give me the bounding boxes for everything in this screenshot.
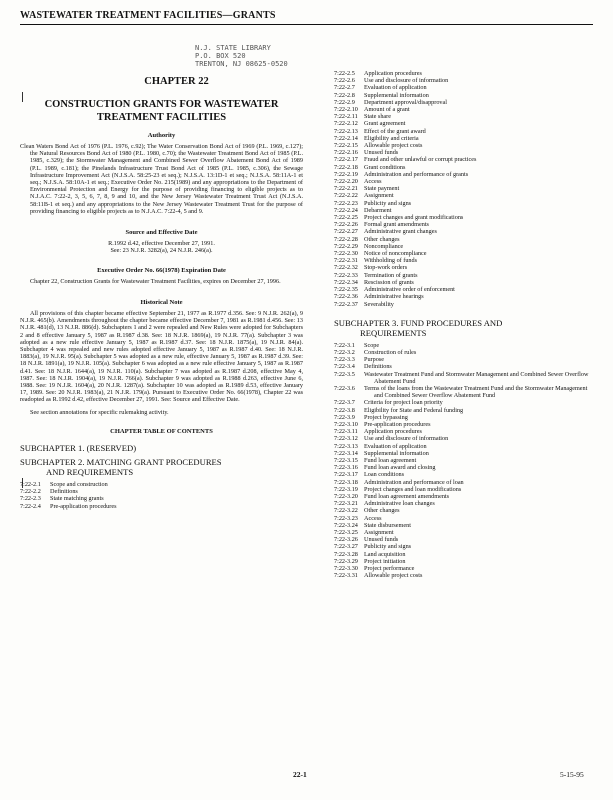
toc-entry-number: 7:22-3.3 <box>334 356 355 364</box>
toc-entry <box>334 128 596 135</box>
toc-entry <box>20 481 303 488</box>
toc-entry-number: 7:22-2.10 <box>334 106 358 114</box>
toc-entry <box>334 457 596 464</box>
toc-entry-number: 7:22-2.31 <box>334 257 358 265</box>
toc-entry-number: 7:22-2.5 <box>334 70 355 77</box>
historical-see-also: See section annotations for specific rulemaking activity. <box>30 408 169 416</box>
exec-order-text: Chapter 22, Construction Grants for Wastewater Treatment Facilities, expires on December 27, 1996. <box>30 277 281 285</box>
header-rule <box>20 24 593 25</box>
toc-entry <box>334 421 596 428</box>
historical-text: All provisions of this chapter became effective September 21, 1977 as R.1977 d.356. See: 9 N.J.R. 262(a), 9 N.J.R. 465(b). Amendments throughout the chapter became effective December 7, 1981 as R.1981 d.456. See: 13 N.J.R. 481(d), 13 N.J.R. 886(d). Subchapters 1 and 2 were repealed and New Rules were adopted for Subchapters 2 and 8 effective January 5, 1987 as R.1987 d.38. See: 18 N.J.R. 1869(a), 19 N.J.R. 77(a). Subchapter 3 was adopted as a new rule effective January 5, 1987 as R.1987 d.37. See: 18 N.J.R. 1875(a), 19 N.J.R. 84(a). Subchapter 4 was repealed and new rules adopted effective January 5, 1987 as R.1987 d.40. See: 18 N.J.R. 1883(a), 19 N.J.R. 95(a). Subchapter 5 was adopted as a new rule, effective January 5, 1987 as R.1987 d.39. See: 18 N.J.R. 1891(a), 19 N.J.R. 105(a). Subchapter 6 was adopted as a new rule effective January 5, 1987 as R.1987 d.41. See: 18 N.J.R. 1644(a), 19 N.J.R. 110(a). Subchapter 7 was adopted as R.1987 d.208, effective May 4, 1987. See: 18 N.J.R. 1904(a), 19 N.J.R. 766(a). Subchapter 9 was adopted as R.1988 d.263, effective June 6, 1988. See: 19 N.J.R. 1604(a), 20 N.J.R. 1287(a). Subchapter 10 was adopted as R.1989 d.53, effective January 17, 1989. See: 20 N.J.R. 1983(a), 21 N.J.R. 179(a). Pursuant to Executive Order No. 66(1978), Chapter 22 was readopted as R.1992 d.42, effective December 27, 1991. See: Source and Effective Date. <box>20 310 303 404</box>
toc-entry-label: Use and disclosure of information <box>364 435 449 443</box>
toc-entry <box>334 171 596 178</box>
subchapter-3-title-line-1: SUBCHAPTER 3. FUND PROCEDURES AND <box>334 317 503 328</box>
toc-entry-label: Assignment <box>364 192 394 200</box>
toc-entry-label: Pre-application procedures <box>50 502 117 510</box>
toc-entry <box>334 464 596 471</box>
toc-entry <box>334 250 596 257</box>
toc-entry <box>334 228 596 235</box>
toc-entry <box>334 399 596 406</box>
toc-entry <box>334 407 596 414</box>
toc-entry-number: 7:22-2.13 <box>334 127 358 135</box>
toc-entry <box>334 149 596 156</box>
toc-entry <box>334 279 596 286</box>
left-column <box>20 60 303 510</box>
toc-entry-label: Project bypassing <box>364 413 408 421</box>
toc-entry-label: Eligibility for State and Federal funding <box>364 406 464 414</box>
toc-entry <box>334 200 596 207</box>
toc-entry-number: 7:22-3.8 <box>334 406 355 414</box>
toc-entry <box>334 77 596 84</box>
toc-entry <box>334 529 596 536</box>
toc-entry <box>334 84 596 91</box>
toc-entry-label: Scope <box>364 341 380 349</box>
toc-entry <box>334 113 596 120</box>
toc-entry-label: Administration and performance of grants <box>364 170 469 178</box>
toc-entry <box>334 565 596 572</box>
toc-entry-label: Administration and performance of loan <box>364 478 464 486</box>
toc-entry-number: 7:22-2.37 <box>334 300 358 308</box>
toc-entry-number: 7:22-3.20 <box>334 492 358 500</box>
toc-entry-label: Construction of rules <box>364 348 417 356</box>
toc-entry <box>334 507 596 514</box>
toc-entry-number: 7:22-2.36 <box>334 293 358 301</box>
chapter-title: CHAPTER 22 <box>144 76 209 87</box>
toc-entry-number: 7:22-2.18 <box>334 163 358 171</box>
toc-entry-number: 7:22-3.9 <box>334 413 355 421</box>
toc-entry <box>334 428 596 435</box>
authority-text: Clean Waters Bond Act of 1976 (P.L. 1976, c.92); The Water Conservation Bond Act of 1969 (P.L. 1969, c.127); the Natural Resources Bond Act of 1980 (P.L. 1980, c.70); the Wastewater Treatment Bond Act of 1985 (P.L. 1985, c.329); the Stormwater Management and Combined Sewer Overflow Abatement Bond Act of 1989 (P.L. 1989, c.181); the Pinelands Infrastructure Trust Bond Act of 1985 (P.L. 1985, c.306), the Sewage Infrastructure Improvement Act (N.J.S.A. 58:25-23 et seq.); N.J.S.A. 13:1D-1 et seq.; N.J.S.A. 58:11A-1 et seq.; N.J.S.A. 58:10A-1 et seq.; Executive Order No. 215(1989) and any appropriations to the Department of Environmental Protection and Energy for the purpose of providing financing to eligible projects as to N.J.A.C. 7:22-2, 3, 5, 6, 7, 8, 9 and 10, and the New Jersey Wastewater Treatment Trust Act (N.J.S.A. 58:11B-1 et seq.) and any appropriations to the New Jersey Wastewater Treatment Trust for the purpose of providing financing to eligible projects as to N.J.A.C. 7:22-4, 5 and 9. <box>20 143 303 215</box>
subchapter-2-toc-right <box>334 70 596 308</box>
toc-entry-number: 7:22-2.29 <box>334 242 358 250</box>
toc-entry-number: 7:22-2.11 <box>334 113 358 121</box>
toc-entry-number: 7:22-3.7 <box>334 399 355 407</box>
toc-entry <box>334 371 596 385</box>
toc-entry-number: 7:22-3.5 <box>334 370 355 378</box>
toc-entry-number: 7:22-3.1 <box>334 341 355 349</box>
toc-entry <box>334 99 596 106</box>
historical-heading: Historical Note <box>140 299 183 307</box>
toc-entry-label: Administrative hearings <box>364 293 424 301</box>
chapter-subtitle-line-2: TREATMENT FACILITIES <box>96 112 227 123</box>
revision-date: 5-15-95 <box>560 770 584 779</box>
toc-entry <box>334 342 596 349</box>
toc-entry-number: 7:22-3.2 <box>334 348 355 356</box>
toc-entry-number: 7:22-3.19 <box>334 485 358 493</box>
toc-entry-label: State matching grants <box>50 495 104 503</box>
toc-entry-number: 7:22-2.24 <box>334 206 358 214</box>
toc-entry <box>334 450 596 457</box>
toc-entry-number: 7:22-2.14 <box>334 134 358 142</box>
subchapter-2-title <box>20 457 303 477</box>
toc-entry <box>334 142 596 149</box>
toc-entry-label: Unused funds <box>364 149 399 157</box>
chapter-subtitle-line-1: CONSTRUCTION GRANTS FOR WASTEWATER <box>44 99 279 110</box>
toc-entry-label: Grant agreement <box>364 120 406 128</box>
toc-entry-number: 7:22-2.7 <box>334 84 355 92</box>
right-column <box>334 70 596 579</box>
toc-heading: CHAPTER TABLE OF CONTENTS <box>110 427 213 435</box>
exec-order-heading: Executive Order No. 66(1978) Expiration Date <box>97 266 226 274</box>
toc-entry <box>334 178 596 185</box>
toc-entry-label: Severability <box>364 300 394 308</box>
toc-entry-number: 7:22-3.11 <box>334 428 358 436</box>
running-head: WASTEWATER TREATMENT FACILITIES—GRANTS <box>20 10 276 21</box>
toc-entry-label: Administrative loan changes <box>364 500 435 508</box>
toc-entry-label: Other changes <box>364 235 400 243</box>
toc-entry-number: 7:22-3.14 <box>334 449 358 457</box>
toc-entry <box>334 493 596 500</box>
toc-entry-number: 7:22-3.25 <box>334 528 358 536</box>
toc-entry <box>334 558 596 565</box>
toc-entry <box>334 70 596 77</box>
toc-entry <box>334 293 596 300</box>
toc-entry-label: Project performance <box>364 565 415 572</box>
toc-entry-number: 7:22-2.4 <box>20 502 41 510</box>
toc-entry <box>334 106 596 113</box>
toc-entry <box>334 435 596 442</box>
toc-entry <box>334 356 596 363</box>
toc-entry-label: Noncompliance <box>364 242 404 250</box>
toc-entry-number: 7:22-2.28 <box>334 235 358 243</box>
toc-entry-label: Application procedures <box>364 70 422 77</box>
toc-entry-number: 7:22-3.17 <box>334 471 358 479</box>
toc-entry-number: 7:22-2.35 <box>334 286 358 294</box>
toc-entry-number: 7:22-2.34 <box>334 278 358 286</box>
toc-entry <box>20 503 303 510</box>
toc-entry-number: 7:22-2.15 <box>334 142 358 150</box>
toc-entry-number: 7:22-2.22 <box>334 192 358 200</box>
toc-entry-label: Fraud and other unlawful or corrupt practices <box>364 156 477 164</box>
toc-entry-label: Definitions <box>50 488 78 496</box>
toc-entry-label: Effect of the grant award <box>364 127 426 135</box>
toc-entry-label: Administrative grant changes <box>364 228 437 236</box>
subchapter-2-title-line-2: AND REQUIREMENTS <box>46 466 134 477</box>
toc-entry-label: Allowable project costs <box>364 572 423 580</box>
toc-entry-label: Publicity and signs <box>364 199 412 207</box>
toc-entry <box>334 543 596 550</box>
toc-entry-label: Wastewater Treatment Fund and Stormwater Management and Combined Sewer Overflow Abatement Fund <box>364 370 589 385</box>
subchapter-3-title <box>334 318 596 338</box>
toc-entry <box>334 120 596 127</box>
toc-entry-label: Use and disclosure of information <box>364 77 449 85</box>
toc-entry-label: Scope and construction <box>50 480 108 488</box>
source-heading: Source and Effective Date <box>125 229 198 237</box>
toc-entry <box>334 92 596 99</box>
toc-entry-label: State share <box>364 113 391 121</box>
toc-entry-number: 7:22-3.28 <box>334 550 358 558</box>
toc-entry-number: 7:22-2.19 <box>334 170 358 178</box>
toc-entry-number: 7:22-3.30 <box>334 565 358 572</box>
toc-entry-number: 7:22-3.18 <box>334 478 358 486</box>
toc-entry-number: 7:22-2.16 <box>334 149 358 157</box>
toc-entry <box>20 488 303 495</box>
toc-entry <box>334 214 596 221</box>
toc-entry-label: Grant conditions <box>364 163 406 171</box>
toc-entry-label: Application procedures <box>364 428 422 436</box>
toc-entry-number: 7:22-2.3 <box>20 495 41 503</box>
toc-entry <box>334 192 596 199</box>
toc-entry-label: Purpose <box>364 356 384 364</box>
toc-entry-number: 7:22-3.24 <box>334 521 358 529</box>
toc-entry-label: Publicity and signs <box>364 543 412 551</box>
toc-entry <box>334 385 596 399</box>
toc-entry-label: Eligibility and criteria <box>364 134 419 142</box>
toc-entry-number: 7:22-3.29 <box>334 557 358 565</box>
toc-entry-label: Administrative order of enforcement <box>364 286 455 294</box>
toc-entry <box>334 522 596 529</box>
toc-entry-label: State payment <box>364 185 400 193</box>
toc-entry-number: 7:22-3.31 <box>334 572 358 580</box>
toc-entry <box>334 264 596 271</box>
toc-entry <box>334 236 596 243</box>
toc-entry-label: State disbursement <box>364 521 411 529</box>
subchapter-2-toc-left <box>20 481 303 510</box>
toc-entry-number: 7:22-2.26 <box>334 221 358 229</box>
toc-entry-number: 7:22-2.27 <box>334 228 358 236</box>
toc-entry-number: 7:22-2.9 <box>334 98 355 106</box>
toc-entry <box>334 500 596 507</box>
toc-entry-label: Land acquisition <box>364 550 406 558</box>
toc-entry-label: Pre-application procedures <box>364 420 431 428</box>
toc-entry <box>334 185 596 192</box>
toc-entry-label: Debarment <box>364 206 392 214</box>
toc-entry-number: 7:22-3.13 <box>334 442 358 450</box>
toc-entry-label: Fund loan agreement <box>364 456 417 464</box>
toc-entry-label: Notice of noncompliance <box>364 250 427 258</box>
toc-entry-label: Allowable project costs <box>364 142 423 150</box>
toc-entry-number: 7:22-2.21 <box>334 185 358 193</box>
toc-entry-label: Formal grant amendments <box>364 221 429 229</box>
toc-entry-number: 7:22-3.23 <box>334 514 358 522</box>
toc-entry <box>334 301 596 308</box>
source-line-2: See: 23 N.J.R. 3282(a), 24 N.J.R. 246(a). <box>110 247 213 255</box>
toc-entry <box>334 272 596 279</box>
toc-entry <box>334 243 596 250</box>
toc-entry-number: 7:22-3.27 <box>334 543 358 551</box>
toc-entry-label: Criteria for project loan priority <box>364 399 443 407</box>
subchapter-3-toc <box>334 342 596 580</box>
subchapter-2-title-line-1: SUBCHAPTER 2. MATCHING GRANT PROCEDURES <box>20 456 222 467</box>
toc-entry-number: 7:22-2.2 <box>20 488 41 496</box>
toc-entry <box>334 572 596 579</box>
toc-entry <box>334 286 596 293</box>
toc-entry-label: Loan conditions <box>364 471 405 479</box>
toc-entry <box>334 135 596 142</box>
toc-entry-number: 7:22-2.30 <box>334 250 358 258</box>
toc-entry <box>334 479 596 486</box>
toc-entry-number: 7:22-3.10 <box>334 420 358 428</box>
toc-entry-number: 7:22-2.12 <box>334 120 358 128</box>
toc-entry-label: Project initiation <box>364 557 406 565</box>
toc-entry-label: Supplemental information <box>364 449 429 457</box>
toc-entry-label: Terms of the loans from the Wastewater Treatment Fund and the Stormwater Management and Combined Sewer Overflow Abatement Fund <box>364 384 588 400</box>
toc-entry-label: Definitions <box>364 363 392 371</box>
toc-entry-label: Evaluation of application <box>364 442 427 450</box>
toc-entry <box>334 471 596 478</box>
toc-entry-number: 7:22-3.15 <box>334 456 358 464</box>
toc-entry <box>334 164 596 171</box>
source-line-1: R.1992 d.42, effective December 27, 1991. <box>108 240 215 248</box>
toc-entry-label: Access <box>364 514 382 522</box>
toc-entry-number: 7:22-3.12 <box>334 435 358 443</box>
toc-entry-label: Supplemental information <box>364 91 429 99</box>
toc-entry-number: 7:22-3.22 <box>334 507 358 515</box>
chapter-subtitle <box>20 98 303 124</box>
toc-entry <box>334 515 596 522</box>
toc-entry-label: Evaluation of application <box>364 84 427 92</box>
stamp-line-2: P.O. BOX 520 <box>195 52 246 60</box>
toc-entry-number: 7:22-2.17 <box>334 156 358 164</box>
toc-entry-number: 7:22-3.21 <box>334 500 358 508</box>
stamp-line-1: N.J. STATE LIBRARY <box>195 44 271 52</box>
toc-entry <box>334 257 596 264</box>
toc-entry-number: 7:22-2.1 <box>20 480 41 488</box>
toc-entry-label: Other changes <box>364 507 400 515</box>
toc-entry <box>20 495 303 502</box>
page-number: 22-1 <box>293 770 307 779</box>
toc-entry <box>334 156 596 163</box>
subchapter-3-title-line-2: REQUIREMENTS <box>360 327 427 338</box>
toc-entry-number: 7:22-2.6 <box>334 77 355 85</box>
toc-entry <box>334 221 596 228</box>
toc-entry-number: 7:22-3.16 <box>334 464 358 472</box>
toc-entry-number: 7:22-3.4 <box>334 363 355 371</box>
toc-entry-label: Amount of a grant <box>364 106 410 114</box>
toc-entry-number: 7:22-2.20 <box>334 178 358 186</box>
toc-entry-label: Department approval/disapproval <box>364 98 447 106</box>
toc-entry <box>334 363 596 370</box>
toc-entry <box>334 349 596 356</box>
authority-heading: Authority <box>147 132 176 139</box>
toc-entry-number: 7:22-3.6 <box>334 384 355 392</box>
toc-entry-number: 7:22-2.23 <box>334 199 358 207</box>
toc-entry-label: Project changes and grant modifications <box>364 214 464 222</box>
toc-entry-label: Assignment <box>364 528 394 536</box>
toc-entry-number: 7:22-2.8 <box>334 91 355 99</box>
toc-entry-number: 7:22-2.32 <box>334 264 358 272</box>
toc-entry-label: Fund loan award and closing <box>364 464 436 472</box>
toc-entry <box>334 536 596 543</box>
toc-entry <box>334 551 596 558</box>
stamp-line-3: TRENTON, NJ 08625-0520 <box>195 60 288 68</box>
toc-entry-number: 7:22-2.25 <box>334 214 358 222</box>
toc-entry <box>334 486 596 493</box>
toc-entry-label: Project changes and loan modifications <box>364 485 462 493</box>
toc-entry-label: Stop-work orders <box>364 264 408 272</box>
toc-entry-label: Withholding of funds <box>364 257 418 265</box>
toc-entry-label: Termination of grants <box>364 271 418 279</box>
toc-entry-label: Unused funds <box>364 536 399 544</box>
toc-entry-label: Rescission of grants <box>364 278 414 286</box>
toc-entry-number: 7:22-3.26 <box>334 536 358 544</box>
toc-entry <box>334 414 596 421</box>
toc-entry-number: 7:22-2.33 <box>334 271 358 279</box>
subchapter-1-title: SUBCHAPTER 1. (RESERVED) <box>20 442 137 453</box>
toc-entry <box>334 443 596 450</box>
toc-entry <box>334 207 596 214</box>
toc-entry-label: Access <box>364 178 382 186</box>
toc-entry-label: Fund loan agreement amendments <box>364 492 450 500</box>
